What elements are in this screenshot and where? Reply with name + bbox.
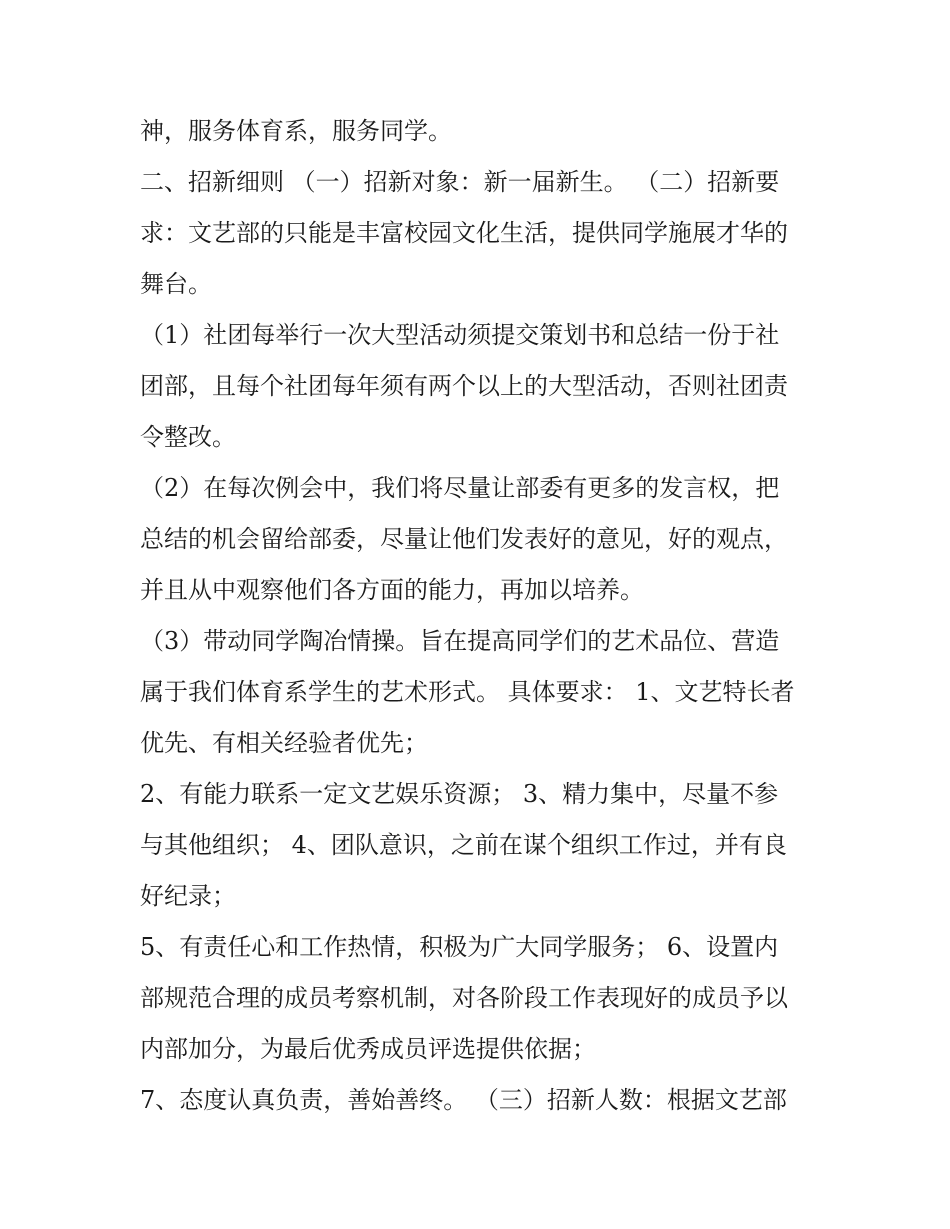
text-line: 2、有能力联系一定文艺娱乐资源； 3、精力集中，尽量不参 [140, 780, 779, 808]
text-line: 二、招新细则 （一）招新对象：新一届新生。 （二）招新要 [140, 168, 780, 196]
text-line: 与其他组织； 4、团队意识，之前在谋个组织工作过，并有良 [140, 831, 787, 859]
text-line: 团部，且每个社团每年须有两个以上的大型活动，否则社团责 [140, 372, 788, 400]
text-line: 神，服务体育系，服务同学。 [140, 117, 452, 145]
paragraph-item-3 [140, 616, 820, 769]
text-line: 属于我们体育系学生的艺术形式。 具体要求： 1、文艺特长者 [140, 678, 795, 706]
paragraph-item-2 [140, 463, 820, 616]
document-body [140, 106, 820, 1126]
text-line: 7、态度认真负责，善始善终。 （三）招新人数：根据文艺部 [140, 1086, 787, 1114]
text-line: 舞台。 [140, 270, 212, 298]
paragraph-requirements-5-6 [140, 922, 820, 1075]
text-line: （1）社团每举行一次大型活动须提交策划书和总结一份于社 [140, 321, 780, 349]
paragraph-requirements-2-4 [140, 769, 820, 922]
paragraph-requirement-7 [140, 1075, 820, 1126]
paragraph-recruitment-rules [140, 157, 820, 310]
paragraph-intro-ending [140, 106, 820, 157]
text-line: 总结的机会留给部委，尽量让他们发表好的意见，好的观点， [140, 525, 788, 553]
text-line: （3）带动同学陶冶情操。旨在提高同学们的艺术品位、营造 [140, 627, 780, 655]
text-line: 求：文艺部的只能是丰富校园文化生活，提供同学施展才华的 [140, 219, 788, 247]
text-line: （2）在每次例会中，我们将尽量让部委有更多的发言权，把 [140, 474, 780, 502]
text-line: 并且从中观察他们各方面的能力，再加以培养。 [140, 576, 644, 604]
text-line: 内部加分，为最后优秀成员评选提供依据； [140, 1035, 596, 1063]
text-line: 5、有责任心和工作热情，积极为广大同学服务； 6、设置内 [140, 933, 779, 961]
text-line: 令整改。 [140, 423, 236, 451]
text-line: 部规范合理的成员考察机制，对各阶段工作表现好的成员予以 [140, 984, 788, 1012]
paragraph-item-1 [140, 310, 820, 463]
text-line: 好纪录； [140, 882, 236, 910]
text-line: 优先、有相关经验者优先； [140, 729, 428, 757]
